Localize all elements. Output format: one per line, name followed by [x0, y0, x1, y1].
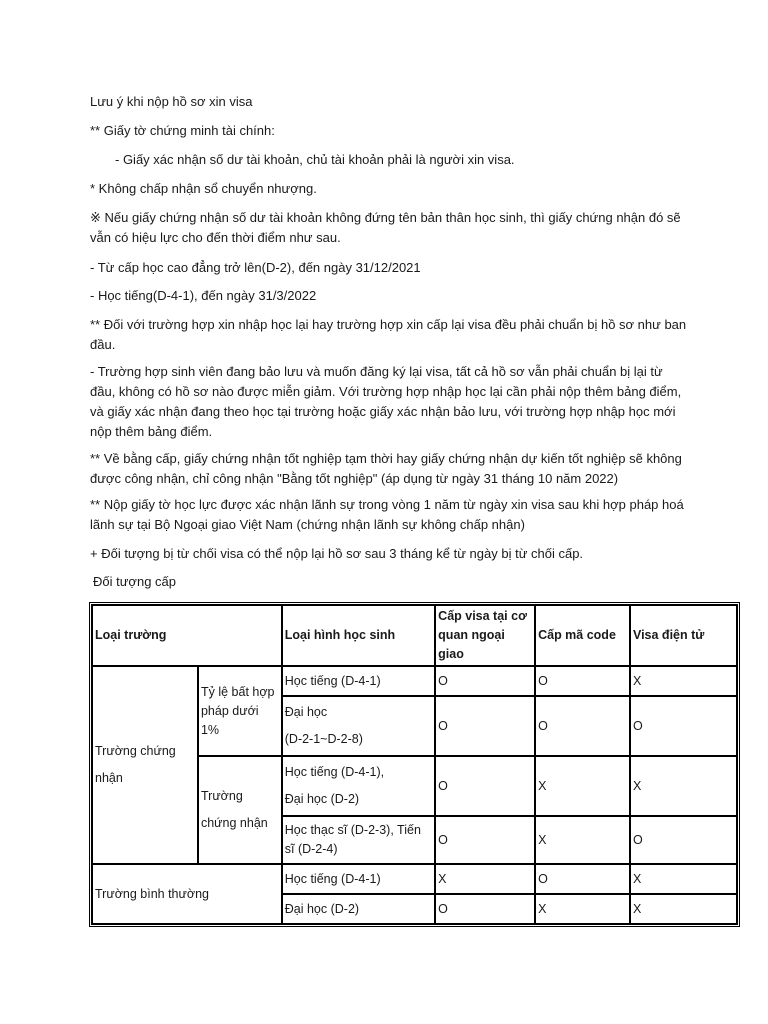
visa-agency-cell: O [435, 816, 535, 864]
evisa-cell: X [630, 666, 737, 696]
evisa-cell: O [630, 696, 737, 756]
illegal-rate-cell: Tỷ lệ bất hợp pháp dưới 1% [198, 666, 282, 756]
no-transfer-note: * Không chấp nhận sổ chuyển nhượng. [90, 181, 317, 196]
visa-agency-cell: O [435, 894, 535, 924]
degree-note: ** Về bằng cấp, giấy chứng nhận tốt nghiệp tạm thời hay giấy chứng nhận dự kiến tốt nghiệp sẽ không được công nhận, chỉ công nhận "Bằng tốt nghiệp" (áp dụng từ ngày 31 tháng 10 năm 2022) [90, 451, 682, 486]
table-caption: Đối tượng cấp [93, 574, 176, 589]
code-cell: X [535, 756, 630, 816]
finance-heading: ** Giấy tờ chứng minh tài chính: [90, 123, 275, 138]
evisa-cell: X [630, 894, 737, 924]
visa-agency-cell: O [435, 666, 535, 696]
visa-agency-cell: X [435, 864, 535, 894]
deferral-note: - Trường hợp sinh viên đang bảo lưu và muốn đăng ký lại visa, tất cả hồ sơ vẫn phải chuẩn bị lại từ đầu, không có hồ sơ nào được miễn giảm. Với trường hợp nhập học lại cần phải nộp thêm bảng điểm, và giấy xác nhận đang theo học tại trường hoặc giấy xác nhận bảo lưu, với trường hợp nhập học mới nộp thêm bảng điểm. [90, 364, 682, 439]
header-school-type: Loại trường [92, 605, 282, 666]
evisa-cell: O [630, 816, 737, 864]
date-language: - Học tiếng(D-4-1), đến ngày 31/3/2022 [90, 288, 317, 303]
visa-agency-cell: O [435, 696, 535, 756]
student-type-cell: Học thạc sĩ (D-2-3), Tiến sĩ (D-2-4) [282, 816, 435, 864]
code-cell: O [535, 696, 630, 756]
certified-school-cell: Trường chứng nhận [92, 666, 198, 864]
code-cell: O [535, 666, 630, 696]
table-row [92, 666, 737, 696]
evisa-cell: X [630, 864, 737, 894]
document-title: Lưu ý khi nộp hồ sơ xin visa [90, 94, 253, 109]
finance-item: - Giấy xác nhận số dư tài khoản, chủ tài khoản phải là người xin visa. [115, 152, 515, 167]
table-header-row [92, 605, 737, 666]
refusal-note: + Đối tượng bị từ chối visa có thể nộp lại hồ sơ sau 3 tháng kể từ ngày bị từ chối cấp. [90, 546, 584, 561]
student-type-cell: Học tiếng (D-4-1) [282, 666, 435, 696]
code-cell: O [535, 864, 630, 894]
header-student-type: Loại hình học sinh [282, 605, 435, 666]
header-code: Cấp mã code [535, 605, 630, 666]
date-college: - Từ cấp học cao đẳng trở lên(D-2), đến ngày 31/12/2021 [90, 260, 421, 275]
validity-note: ※ Nếu giấy chứng nhận số dư tài khoản không đứng tên bản thân học sinh, thì giấy chứng nhận đó sẽ vẫn có hiệu lực cho đến thời điểm như sau. [90, 210, 681, 245]
table-row [92, 864, 737, 894]
normal-school-cell: Trường bình thường [92, 864, 282, 924]
visa-eligibility-table [89, 602, 740, 927]
code-cell: X [535, 816, 630, 864]
consular-note: ** Nộp giấy tờ học lực được xác nhận lãnh sự trong vòng 1 năm từ ngày xin visa sau khi hợp pháp hoá lãnh sự tại Bộ Ngoại giao Việt Nam (chứng nhận lãnh sự không chấp nhận) [90, 497, 684, 532]
reenroll-note: ** Đối với trường hợp xin nhập học lại hay trường hợp xin cấp lại visa đều phải chuẩn bị hồ sơ như ban đầu. [90, 317, 687, 352]
certified-sub-cell: Trường chứng nhận [198, 756, 282, 864]
evisa-cell: X [630, 756, 737, 816]
student-type-cell: Học tiếng (D-4-1), Đại học (D-2) [282, 756, 435, 816]
code-cell: X [535, 894, 630, 924]
header-visa-agency: Cấp visa tại cơ quan ngoại giao [435, 605, 535, 666]
header-evisa: Visa điện tử [630, 605, 737, 666]
student-type-cell: Đại học (D-2-1~D-2-8) [282, 696, 435, 756]
student-type-cell: Đại học (D-2) [282, 894, 435, 924]
visa-agency-cell: O [435, 756, 535, 816]
student-type-cell: Học tiếng (D-4-1) [282, 864, 435, 894]
